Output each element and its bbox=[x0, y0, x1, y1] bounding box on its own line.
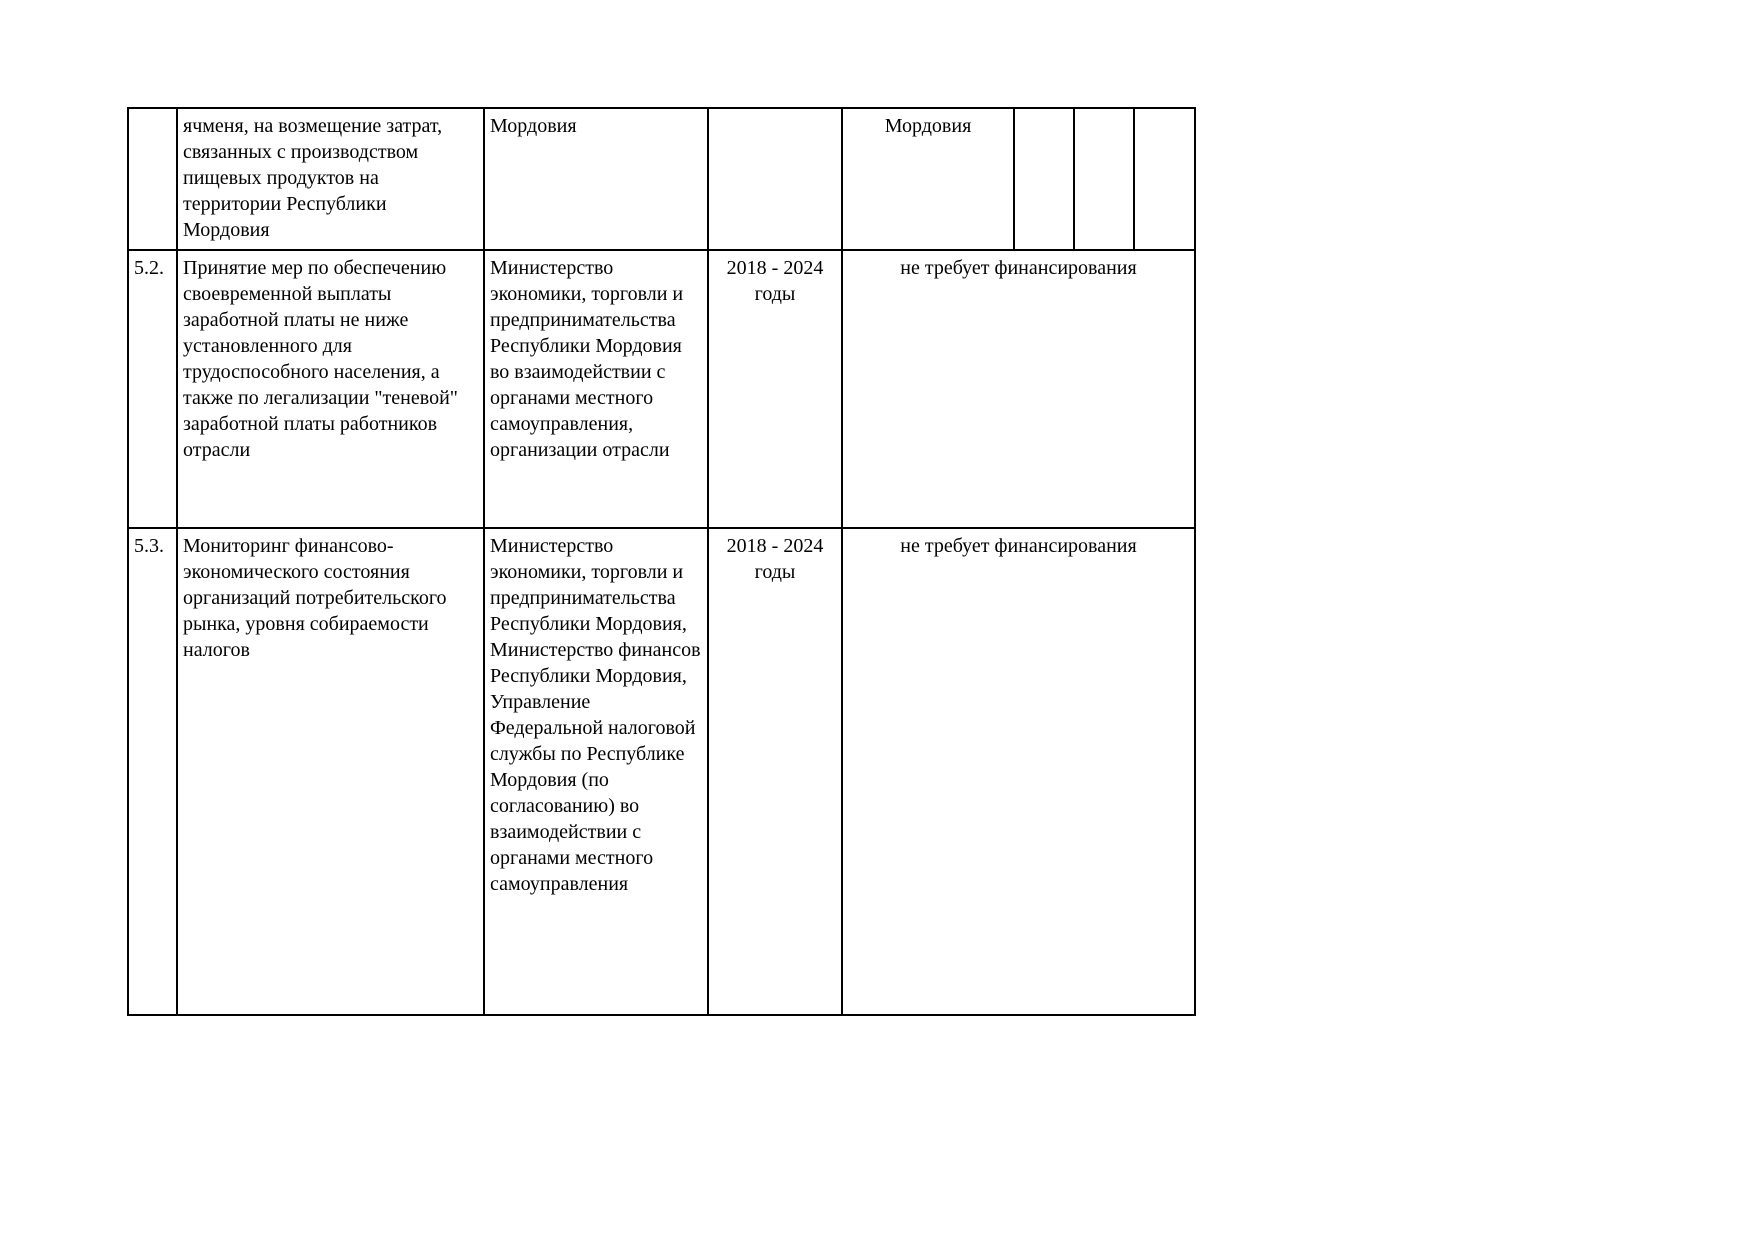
measure-cell: Принятие мер по обеспечению своевременной выплаты заработной платы не ниже установленного для трудоспособного населения, а также по легализации "теневой" заработной платы работников отрасли bbox=[177, 250, 484, 528]
empty-cell-2 bbox=[1074, 108, 1134, 250]
funding-cell: не требует финансирования bbox=[842, 250, 1195, 528]
period-cell: 2018 - 2024 годы bbox=[708, 528, 842, 1015]
funding-cell: не требует финансирования bbox=[842, 528, 1195, 1015]
period-cell bbox=[708, 108, 842, 250]
measure-cell: Мониторинг финансово-экономического состояния организаций потребительского рынка, уровня собираемости налогов bbox=[177, 528, 484, 1015]
table-row-continuation bbox=[128, 108, 1195, 250]
empty-cell-3 bbox=[1134, 108, 1195, 250]
row-number-cell: 5.2. bbox=[128, 250, 177, 528]
empty-cell-1 bbox=[1014, 108, 1074, 250]
row-number-cell: 5.3. bbox=[128, 528, 177, 1015]
table-row-5-2 bbox=[128, 250, 1195, 528]
executor-cell: Мордовия bbox=[484, 108, 708, 250]
period-cell: 2018 - 2024 годы bbox=[708, 250, 842, 528]
table-row-5-3 bbox=[128, 528, 1195, 1015]
measure-cell: ячменя, на возмещение затрат, связанных с производством пищевых продуктов на территории Республики Мордовия bbox=[177, 108, 484, 250]
funding-cell: Мордовия bbox=[842, 108, 1014, 250]
row-number-cell bbox=[128, 108, 177, 250]
measures-table bbox=[127, 107, 1196, 1016]
executor-cell: Министерство экономики, торговли и предпринимательства Республики Мордовия во взаимодействии с органами местного самоуправления, организации отрасли bbox=[484, 250, 708, 528]
executor-cell: Министерство экономики, торговли и предпринимательства Республики Мордовия, Министерство финансов Республики Мордовия, Управление Федеральной налоговой службы по Республике Мордовия (по согласованию) во взаимодействии с органами местного самоуправления bbox=[484, 528, 708, 1015]
